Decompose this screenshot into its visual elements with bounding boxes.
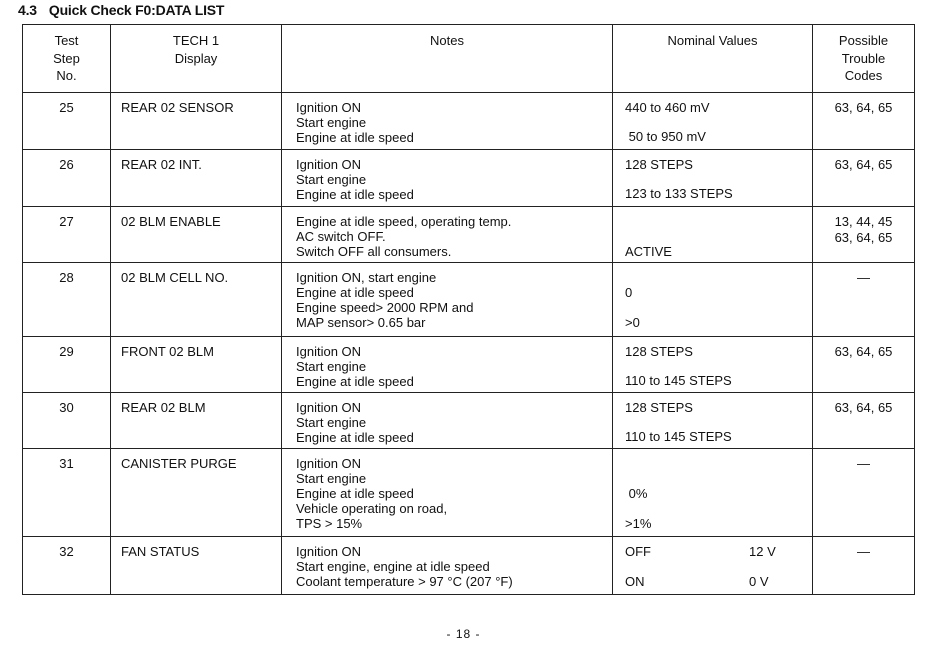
nominal-value — [625, 214, 812, 229]
test-step-cell: 25 — [23, 93, 111, 150]
table-row — [23, 337, 915, 393]
nominal-values-cell — [613, 337, 813, 393]
test-step-cell: 30 — [23, 393, 111, 449]
note-line: Vehicle operating on road, — [296, 501, 448, 516]
trouble-codes-cell — [813, 393, 915, 449]
test-step-cell: 32 — [23, 537, 111, 595]
nominal-value: 0% — [625, 486, 648, 501]
nominal-value — [625, 300, 812, 315]
tech1-display-cell: FAN STATUS — [111, 537, 282, 595]
nominal-value: 128 STEPS — [625, 344, 693, 359]
nominal-value — [625, 501, 812, 516]
section-title: Quick Check F0:DATA LIST — [48, 2, 225, 18]
header-display: TECH 1 Display — [111, 25, 282, 93]
nominal-value — [625, 172, 812, 187]
note-line: Start engine — [296, 172, 367, 187]
tech1-display-cell: FRONT 02 BLM — [111, 337, 282, 393]
nominal-state: OFF — [625, 544, 651, 559]
notes-cell — [282, 393, 613, 449]
table-row — [23, 537, 915, 595]
trouble-codes: — — [857, 544, 870, 559]
nominal-value — [625, 270, 812, 285]
table-row — [23, 150, 915, 207]
trouble-codes-cell — [813, 93, 915, 150]
header-codes: Possible Trouble Codes — [813, 25, 915, 93]
test-step-cell: 28 — [23, 263, 111, 337]
notes-cell — [282, 207, 613, 263]
nominal-value — [625, 559, 812, 574]
table-row — [23, 93, 915, 150]
nominal-value — [625, 415, 812, 430]
note-line: Start engine, engine at idle speed — [296, 559, 490, 574]
trouble-codes: 63, 64, 65 — [834, 400, 893, 415]
test-step-cell: 29 — [23, 337, 111, 393]
notes-cell — [282, 263, 613, 337]
nominal-value: ACTIVE — [625, 244, 672, 259]
table-row — [23, 263, 915, 337]
note-line: Engine at idle speed — [296, 130, 414, 145]
notes-cell — [282, 150, 613, 207]
note-label: MAP sensor — [296, 315, 367, 330]
nominal-value — [625, 544, 812, 559]
notes-cell — [282, 537, 613, 595]
trouble-codes-cell — [813, 449, 915, 537]
table-row — [23, 393, 915, 449]
nominal-values-cell — [613, 150, 813, 207]
note-value: > 0.65 bar — [366, 315, 426, 330]
note-line: Switch OFF all consumers. — [296, 244, 452, 259]
page-number: - 18 - — [446, 627, 481, 641]
notes-cell — [282, 449, 613, 537]
section-heading — [18, 2, 224, 18]
nominal-values-cell — [613, 93, 813, 150]
nominal-value — [625, 574, 812, 589]
note-line: Ignition ON — [296, 456, 362, 471]
note-line: Start engine — [296, 115, 367, 130]
nominal-value: 110 to 145 STEPS — [625, 373, 732, 388]
note-value: > 2000 RPM and — [375, 300, 474, 315]
nominal-voltage: 12 V — [749, 544, 776, 559]
note-line: Engine at idle speed — [296, 486, 414, 501]
nominal-state: ON — [625, 574, 645, 589]
note-line: Engine at idle speed, operating temp. — [296, 214, 512, 229]
nominal-value — [625, 456, 812, 471]
trouble-codes-cell — [813, 150, 915, 207]
note-line: Ignition ON, start engine — [296, 270, 437, 285]
nominal-value: 50 to 950 mV — [625, 129, 706, 144]
trouble-codes: 63, 64, 65 — [834, 157, 893, 172]
trouble-codes: 13, 44, 45 63, 64, 65 — [834, 214, 893, 245]
test-step-cell: 27 — [23, 207, 111, 263]
nominal-value: 110 to 145 STEPS — [625, 429, 732, 444]
note-line: Start engine — [296, 415, 367, 430]
note-line: Engine at idle speed — [296, 374, 414, 389]
data-list-table — [22, 24, 915, 595]
nominal-value: 123 to 133 STEPS — [625, 186, 733, 201]
tech1-display-cell: REAR 02 INT. — [111, 150, 282, 207]
nominal-voltage: 0 V — [749, 574, 769, 589]
header-notes: Notes — [282, 25, 613, 93]
tech1-display-cell: CANISTER PURGE — [111, 449, 282, 537]
nominal-value — [625, 471, 812, 486]
header-row — [23, 25, 915, 93]
nominal-value: >1% — [625, 516, 652, 531]
section-number: 4.3 — [18, 2, 37, 18]
note-line: Ignition ON — [296, 400, 362, 415]
nominal-value: 128 STEPS — [625, 157, 693, 172]
notes-cell — [282, 93, 613, 150]
nominal-value: 440 to 460 mV — [625, 100, 710, 115]
nominal-value: 128 STEPS — [625, 400, 693, 415]
nominal-value: >0 — [625, 315, 640, 330]
note-line: AC switch OFF. — [296, 229, 386, 244]
note-line: Ignition ON — [296, 544, 362, 559]
nominal-value: 0 — [625, 285, 633, 300]
header-step: Test Step No. — [23, 25, 111, 93]
test-step-cell: 26 — [23, 150, 111, 207]
table-row — [23, 449, 915, 537]
nominal-values-cell — [613, 393, 813, 449]
header-nominal: Nominal Values — [613, 25, 813, 93]
nominal-values-cell — [613, 449, 813, 537]
trouble-codes: 63, 64, 65 — [834, 100, 893, 115]
note-label: Engine speed — [296, 300, 376, 315]
nominal-value — [625, 359, 812, 374]
trouble-codes: 63, 64, 65 — [834, 344, 893, 359]
nominal-values-cell — [613, 263, 813, 337]
tech1-display-cell: 02 BLM CELL NO. — [111, 263, 282, 337]
tech1-display-cell: 02 BLM ENABLE — [111, 207, 282, 263]
trouble-codes-cell — [813, 537, 915, 595]
tech1-display-cell: REAR 02 BLM — [111, 393, 282, 449]
nominal-value — [625, 115, 812, 130]
nominal-values-cell — [613, 537, 813, 595]
note-line: Ignition ON — [296, 100, 362, 115]
note-line: Engine at idle speed — [296, 285, 414, 300]
note-line: Start engine — [296, 471, 367, 486]
note-line: Engine at idle speed — [296, 430, 414, 445]
note-line: TPS > 15% — [296, 516, 363, 531]
note-line: Ignition ON — [296, 344, 362, 359]
note-line: Engine at idle speed — [296, 187, 414, 202]
note-line: Start engine — [296, 359, 367, 374]
note-line — [296, 315, 612, 330]
nominal-value — [625, 229, 812, 244]
trouble-codes-cell — [813, 263, 915, 337]
trouble-codes: — — [857, 270, 870, 285]
trouble-codes-cell — [813, 207, 915, 263]
test-step-cell: 31 — [23, 449, 111, 537]
note-line — [296, 300, 612, 315]
tech1-display-cell: REAR 02 SENSOR — [111, 93, 282, 150]
table-row — [23, 207, 915, 263]
trouble-codes: — — [857, 456, 870, 471]
nominal-values-cell — [613, 207, 813, 263]
notes-cell — [282, 337, 613, 393]
note-line: Ignition ON — [296, 157, 362, 172]
trouble-codes-cell — [813, 337, 915, 393]
note-line: Coolant temperature > 97 °C (207 °F) — [296, 574, 513, 589]
